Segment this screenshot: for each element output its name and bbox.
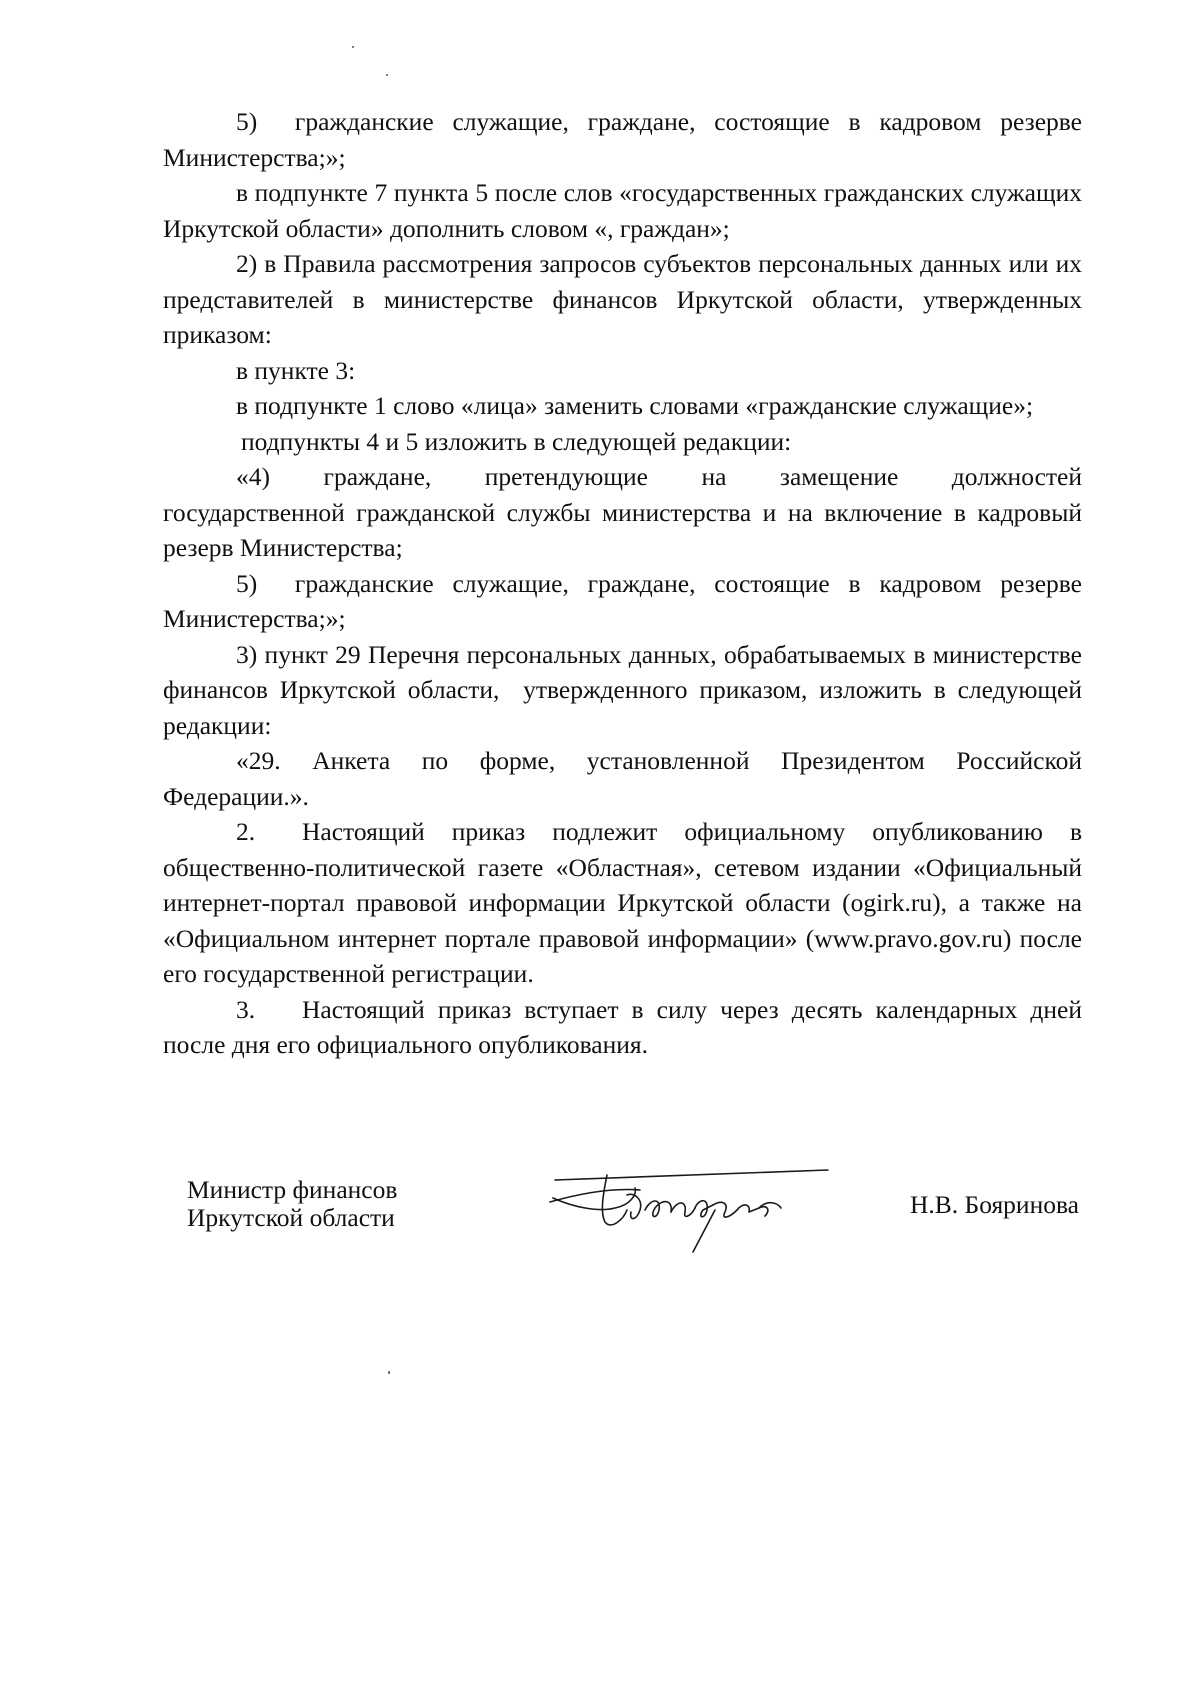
paragraph: в пункте 3: xyxy=(236,355,356,385)
signature-block xyxy=(0,1150,1200,1270)
position-line: Министр финансов xyxy=(187,1175,398,1204)
paragraph: «29. Анкета по форме, установленной Президентом Российской Федерации.». xyxy=(163,746,1082,811)
paragraph: «4) граждане, претендующие на замещение должностей государственной гражданской службы министерства и на включение в кадровый резерв Министерства; xyxy=(163,462,1082,562)
item-text: Настоящий приказ подлежит официальному опубликованию в общественно-политической газете «Областная», сетевом издании «Официальный интернет-портал правовой информации Иркутской области (ogirk.ru), а также на «Официальном интернет портале правовой информации» (www.pravo.gov.ru) после его государственной регистрации. xyxy=(163,817,1082,988)
item-text: Настоящий приказ вступает в силу через десять календарных дней после дня его официального опубликования. xyxy=(163,994,1082,1059)
paragraph: в подпункте 7 пункта 5 после слов «государственных гражданских служащих Иркутской области» дополнить словом «, граждан»; xyxy=(163,178,1082,243)
signatory-position xyxy=(187,1176,397,1232)
paragraph: подпункты 4 и 5 изложить в следующей редакции: xyxy=(241,426,792,456)
scan-speck xyxy=(352,46,354,48)
numbered-item xyxy=(163,992,1082,1063)
paragraph: 2) в Правила рассмотрения запросов субъектов персональных данных или их представителей в министерстве финансов Иркутской области, утвержденных приказом: xyxy=(163,249,1082,349)
numbered-item xyxy=(163,814,1082,992)
paragraph: 3) пункт 29 Перечня персональных данных, обрабатываемых в министерстве финансов Иркутской области, утвержденного приказом, изложить в следующей редакции: xyxy=(163,639,1082,740)
scan-speck xyxy=(386,74,388,76)
paragraph: в подпункте 1 слово «лица» заменить словами «гражданские служащие»; xyxy=(236,391,1034,420)
position-line: Иркутской области xyxy=(187,1203,395,1232)
item-number: 2. xyxy=(236,817,256,846)
handwritten-signature xyxy=(545,1150,835,1260)
paragraph: 5) гражданские служащие, граждане, состоящие в кадровом резерве Министерства;»; xyxy=(163,107,1082,172)
scan-speck xyxy=(388,1371,390,1374)
document-body xyxy=(163,104,1082,1063)
signatory-name: Н.В. Бояринова xyxy=(910,1190,1079,1219)
paragraph: 5) гражданские служащие, граждане, состоящие в кадровом резерве Министерства;»; xyxy=(163,568,1082,633)
item-number: 3. xyxy=(236,994,256,1024)
